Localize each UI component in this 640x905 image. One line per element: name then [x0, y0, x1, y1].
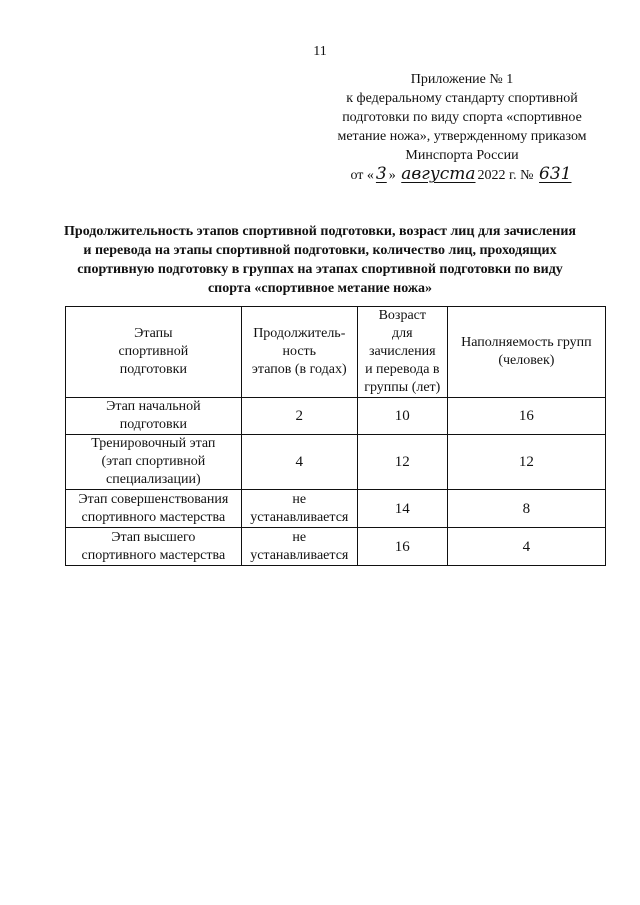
header-line: этапов (в годах) [251, 362, 347, 377]
stage-line: Этап высшего [111, 529, 196, 545]
duration-line: не [292, 491, 307, 507]
date-prefix: от « [350, 168, 374, 183]
stage-line: подготовки [119, 417, 187, 432]
cell-duration [241, 398, 357, 435]
cell-stage [66, 398, 242, 435]
header-line: и перевода в [365, 362, 440, 377]
stage-line: спортивного мастерства [81, 509, 226, 525]
cell-age: 10 [357, 398, 447, 435]
handwritten-day: 3 [375, 164, 387, 184]
cell-age: 12 [357, 435, 447, 490]
cell-group-size: 12 [447, 435, 605, 490]
handwritten-order-number: 631 [539, 164, 572, 184]
cell-stage [66, 490, 242, 528]
stage-line: спортивного мастерства [81, 547, 226, 563]
header-line: для [392, 326, 413, 341]
duration-line: устанавливается [250, 547, 349, 563]
header-stages [66, 307, 242, 398]
table-row [66, 490, 606, 528]
appendix-line-2: к федеральному стандарту спортивной [346, 91, 578, 106]
page-number: 11 [313, 44, 327, 59]
header-age [357, 307, 447, 398]
cell-group-size: 16 [447, 398, 605, 435]
handwritten-month: августа [401, 164, 476, 184]
cell-group-size: 4 [447, 528, 605, 566]
cell-age: 14 [357, 490, 447, 528]
duration-line: не [292, 529, 307, 545]
stage-line: Тренировочный этап [91, 436, 216, 451]
cell-group-size: 8 [447, 490, 605, 528]
date-day-close: » [388, 168, 396, 183]
duration-line: устанавливается [250, 509, 349, 525]
appendix-line-3: подготовки по виду спорта «спортивное [342, 110, 582, 125]
table-row [66, 398, 606, 435]
date-year: 2022 г. № [477, 168, 534, 183]
cell-duration [241, 435, 357, 490]
header-duration [241, 307, 357, 398]
cell-duration [241, 528, 357, 566]
cell-stage [66, 528, 242, 566]
header-line: Возраст [378, 308, 427, 323]
stage-line: Этап начальной [106, 399, 201, 414]
appendix-line-1: Приложение № 1 [410, 72, 514, 87]
appendix-block [322, 70, 602, 185]
header-line: ность [282, 344, 317, 359]
cell-stage [66, 435, 242, 490]
table-header-row [66, 307, 606, 398]
document-title: Продолжительность этапов спортивной подготовки, возраст лиц для зачисления и перевода на этапы спортивной подготовки, количество лиц, проходящих спортивную подготовку в группах на этапах спортивной подготовки по виду спорта «спортивное метание ножа» [64, 224, 576, 296]
duration-line: 4 [295, 454, 304, 470]
header-line: (человек) [498, 353, 555, 368]
header-line: группы (лет) [364, 380, 441, 395]
header-line: Наполняемость групп [461, 335, 592, 350]
header-line: подготовки [119, 362, 187, 377]
appendix-line-4: метание ножа», утвержденному приказом [337, 129, 587, 144]
cell-duration [241, 490, 357, 528]
duration-line: 2 [295, 408, 304, 424]
header-line: Этапы [134, 326, 173, 341]
order-date-line [322, 165, 602, 185]
table-row [66, 528, 606, 566]
stage-line: (этап спортивной [101, 454, 206, 469]
stages-table [65, 306, 606, 566]
header-line: зачисления [369, 344, 436, 359]
cell-age: 16 [357, 528, 447, 566]
appendix-line-5: Минспорта России [405, 148, 519, 163]
stage-line: Этап совершенствования [78, 491, 229, 507]
header-group-size [447, 307, 605, 398]
table-row [66, 435, 606, 490]
header-line: спортивной [118, 344, 189, 359]
header-line: Продолжитель- [253, 326, 346, 341]
stage-line: специализации) [106, 472, 201, 487]
